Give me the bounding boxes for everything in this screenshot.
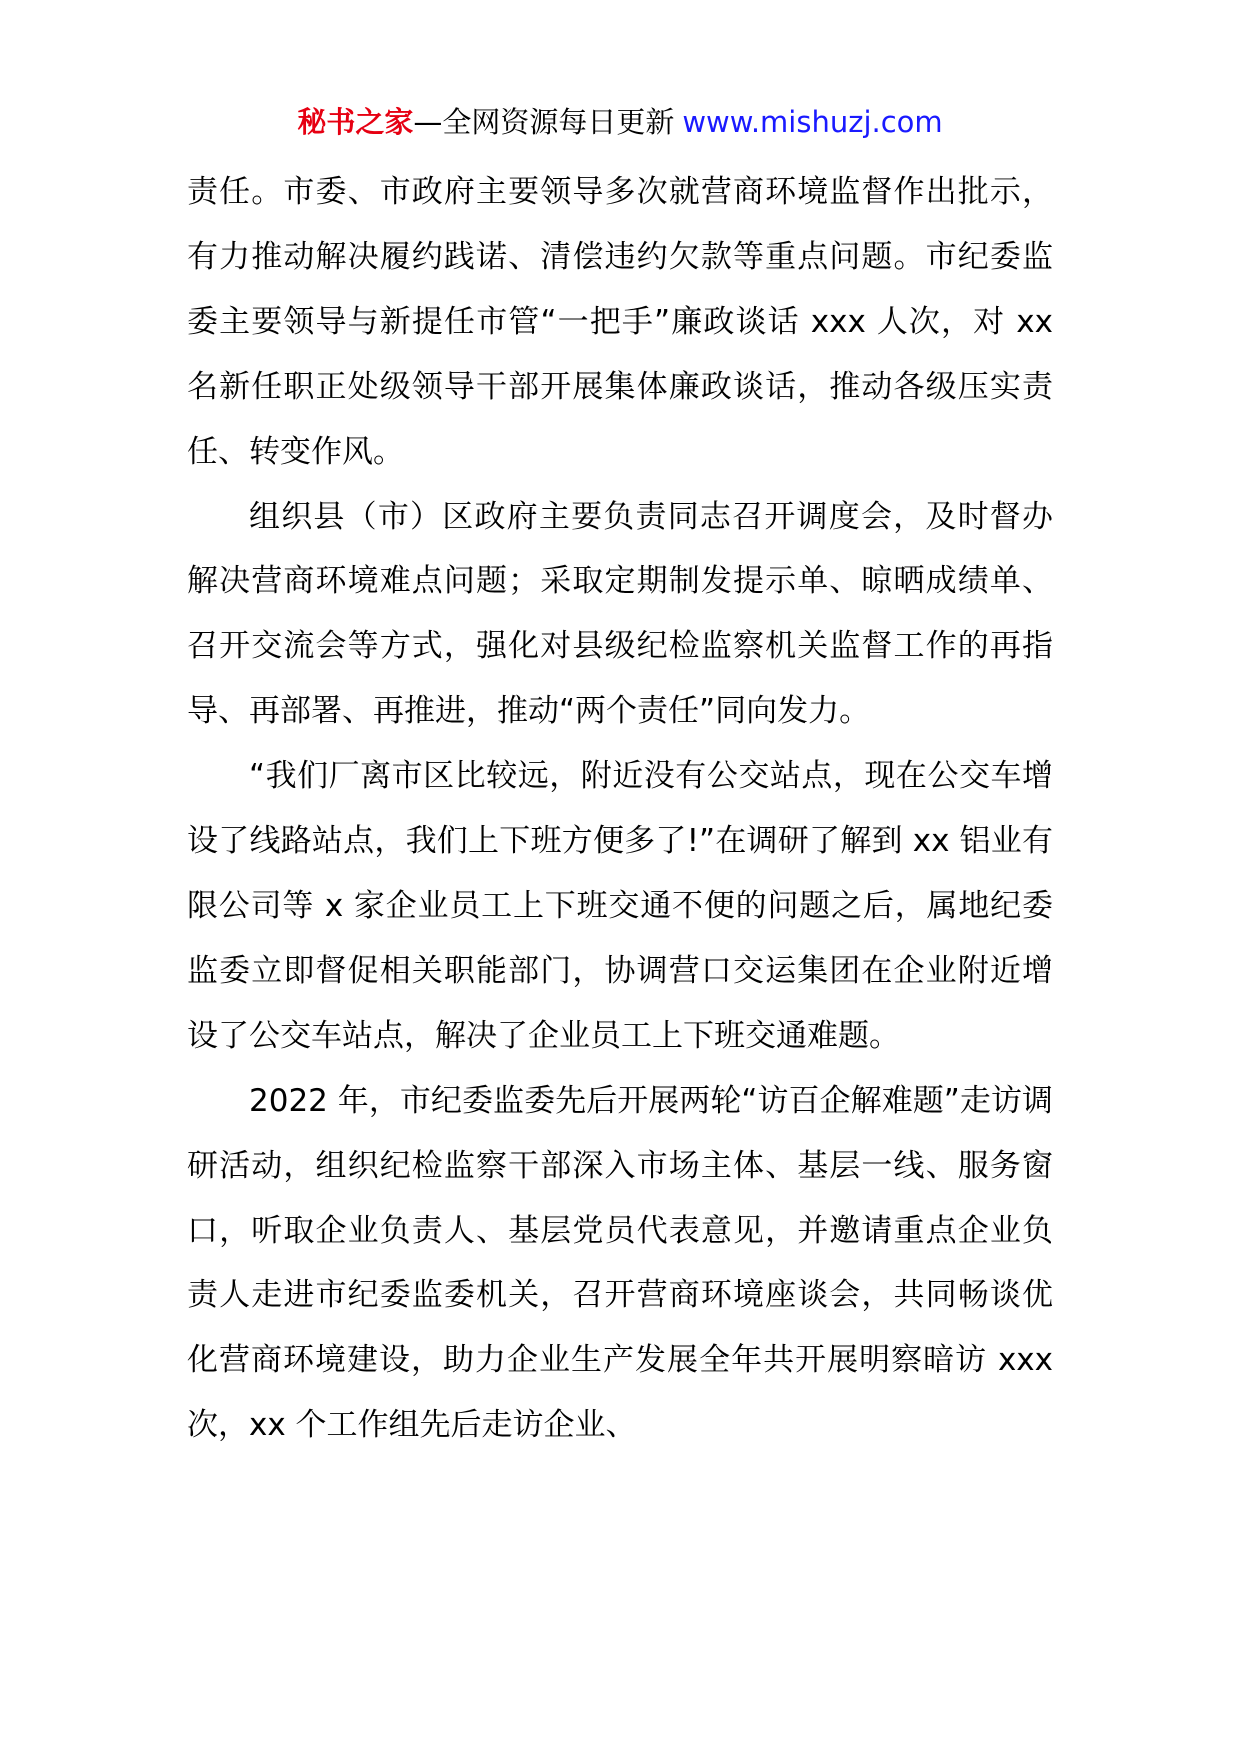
document-body <box>187 160 1053 1458</box>
paragraph: 2022 年，市纪委监委先后开展两轮“访百企解难题”走访调研活动，组织纪检监察干部深入市场主体、基层一线、服务窗口，听取企业负责人、基层党员代表意见，并邀请重点企业负责人走进市纪委监委机关，召开营商环境座谈会，共同畅谈优化营商环境建设，助力企业生产发展全年共开展明察暗访 xxx 次，xx 个工作组先后走访企业、 <box>187 1082 1053 1444</box>
brand-name: 秘书之家 <box>297 105 414 139</box>
page-header <box>0 102 1240 142</box>
paragraph: “我们厂离市区比较远，附近没有公交站点，现在公交车增设了线路站点，我们上下班方便多了!”在调研了解到 xx 铝业有限公司等 x 家企业员工上下班交通不便的问题之后，属地纪委监委立即督促相关职能部门，协调营口交运集团在企业附近增设了公交车站点，解决了企业员工上下班交通难题。 <box>187 758 1053 1054</box>
header-tagline: —全网资源每日更新 <box>413 105 675 139</box>
paragraph: 组织县（市）区政府主要负责同志召开调度会，及时督办解决营商环境难点问题；采取定期制发提示单、晾晒成绩单、召开交流会等方式，强化对县级纪检监察机关监督工作的再指导、再部署、再推进，推动“两个责任”同向发力。 <box>187 498 1053 730</box>
website-link[interactable]: www.mishuzj.com <box>682 105 943 139</box>
paragraph-continued: 责任。市委、市政府主要领导多次就营商环境监督作出批示，有力推动解决履约践诺、清偿违约欠款等重点问题。市纪委监委主要领导与新提任市管“一把手”廉政谈话 xxx 人次，对 xx 名新任职正处级领导干部开展集体廉政谈话，推动各级压实责任、转变作风。 <box>187 174 1053 470</box>
